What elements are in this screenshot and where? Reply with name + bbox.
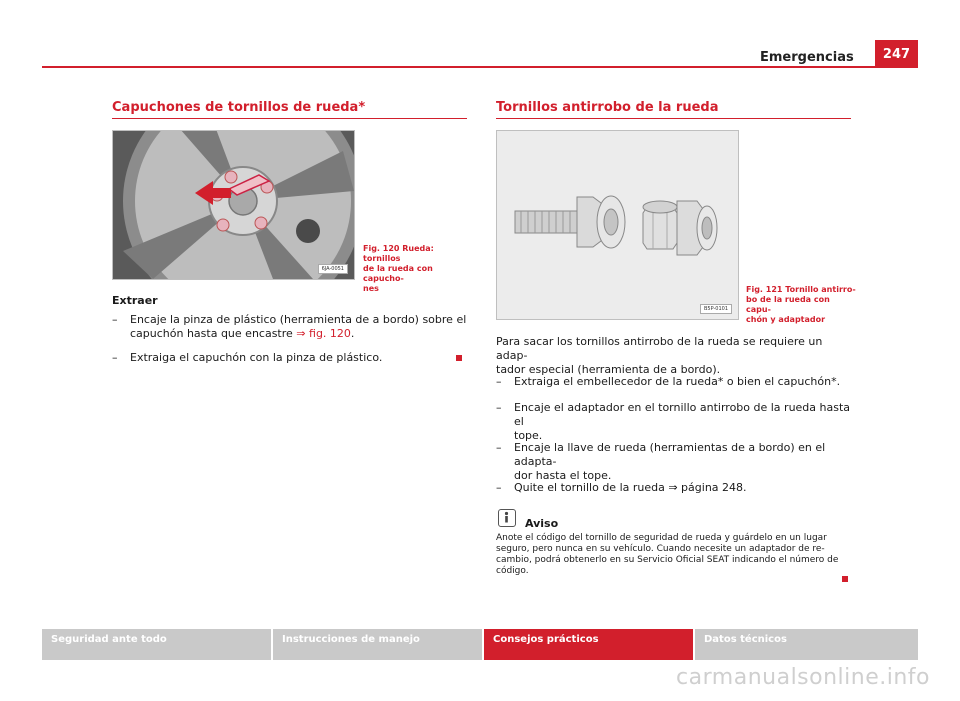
figure-caption-right	[746, 285, 856, 325]
header-rule	[42, 66, 918, 68]
step-text-line1: Encaje la llave de rueda (herramientas de a bordo) en el adapta-	[514, 441, 826, 468]
step-text-line1: Encaje la pinza de plástico (herramienta de a bordo) sobre el	[130, 313, 467, 326]
footer-tab-consejos[interactable]: Consejos prácticos	[484, 629, 693, 660]
step-text-line2: dor hasta el tope.	[514, 469, 612, 482]
dash-marker: –	[496, 375, 502, 388]
step-item	[496, 375, 858, 389]
dash-marker: –	[496, 401, 502, 414]
step-text-line1: Extraiga el embellecedor de la rueda* o bien el capuchón*.	[514, 375, 841, 388]
section-title-right: Tornillos antirrobo de la rueda	[496, 100, 719, 115]
footer-tab-instrucciones[interactable]: Instrucciones de manejo	[273, 629, 482, 660]
step-item	[112, 351, 472, 365]
dash-marker: –	[496, 481, 502, 494]
step-item	[496, 441, 858, 483]
figure-wheel-caps	[112, 130, 355, 280]
caption-line: nes	[363, 284, 379, 293]
watermark: carmanualsonline.info	[676, 665, 930, 690]
step-item	[496, 401, 858, 443]
step-text-line2	[130, 327, 472, 341]
dash-marker: –	[112, 313, 118, 326]
note-body	[496, 533, 858, 577]
step-item	[112, 313, 472, 341]
note-line: seguro, pero nunca en su vehículo. Cuando necesite un adaptador de re-	[496, 544, 825, 554]
step-text-line1: Extraiga el capuchón con la pinza de plástico.	[130, 351, 383, 364]
intro-line: Para sacar los tornillos antirrobo de la rueda se requiere un adap-	[496, 335, 823, 362]
step-item	[496, 481, 858, 495]
step-text-line2: tope.	[514, 429, 543, 442]
bolt-illustration	[497, 131, 738, 319]
figure-code: B5P-0101	[700, 304, 732, 314]
step-text-line1: Encaje el adaptador en el tornillo antirrobo de la rueda hasta el	[514, 401, 851, 428]
info-icon	[498, 509, 516, 527]
caption-line: chón y adaptador	[746, 315, 826, 324]
step-text: capuchón hasta que encastre	[130, 327, 297, 340]
figure-caption-left	[363, 244, 473, 294]
footer-tab-seguridad[interactable]: Seguridad ante todo	[42, 629, 271, 660]
note-title: Aviso	[525, 517, 559, 530]
step-text: .	[350, 327, 355, 340]
section-end-marker	[456, 355, 462, 361]
section-rule-right	[496, 118, 851, 119]
figure-antitheft-bolt	[496, 130, 739, 320]
note-line: Anote el código del tornillo de seguridad de rueda y guárdelo en un lugar	[496, 533, 827, 543]
dash-marker: –	[112, 351, 118, 364]
note-line: cambio, podrá obtenerlo en su Servicio Oficial SEAT indicando el número de	[496, 555, 839, 565]
caption-line: Fig. 120 Rueda: tornillos	[363, 244, 434, 263]
chapter-title: Emergencias	[760, 50, 854, 65]
caption-line: bo de la rueda con capu-	[746, 295, 830, 314]
note-line: código.	[496, 566, 529, 576]
page-number: 247	[875, 40, 918, 66]
section-title-left: Capuchones de tornillos de rueda*	[112, 100, 366, 115]
intro-line: tador especial (herramienta de a bordo).	[496, 363, 721, 376]
dash-marker: –	[496, 441, 502, 454]
figure-link[interactable]: ⇒ fig. 120	[296, 327, 351, 340]
figure-code: 6JA-0051	[318, 264, 348, 274]
step-text-line1: Quite el tornillo de la rueda ⇒ página 248.	[514, 481, 747, 494]
caption-line: de la rueda con capucho-	[363, 264, 433, 283]
wheel-illustration	[113, 131, 354, 279]
subheading-extraer: Extraer	[112, 294, 158, 307]
section-rule-left	[112, 118, 467, 119]
footer-tab-datos[interactable]: Datos técnicos	[695, 629, 918, 660]
section-end-marker	[842, 576, 848, 582]
intro-paragraph	[496, 335, 856, 377]
caption-line: Fig. 121 Tornillo antirro-	[746, 285, 856, 294]
